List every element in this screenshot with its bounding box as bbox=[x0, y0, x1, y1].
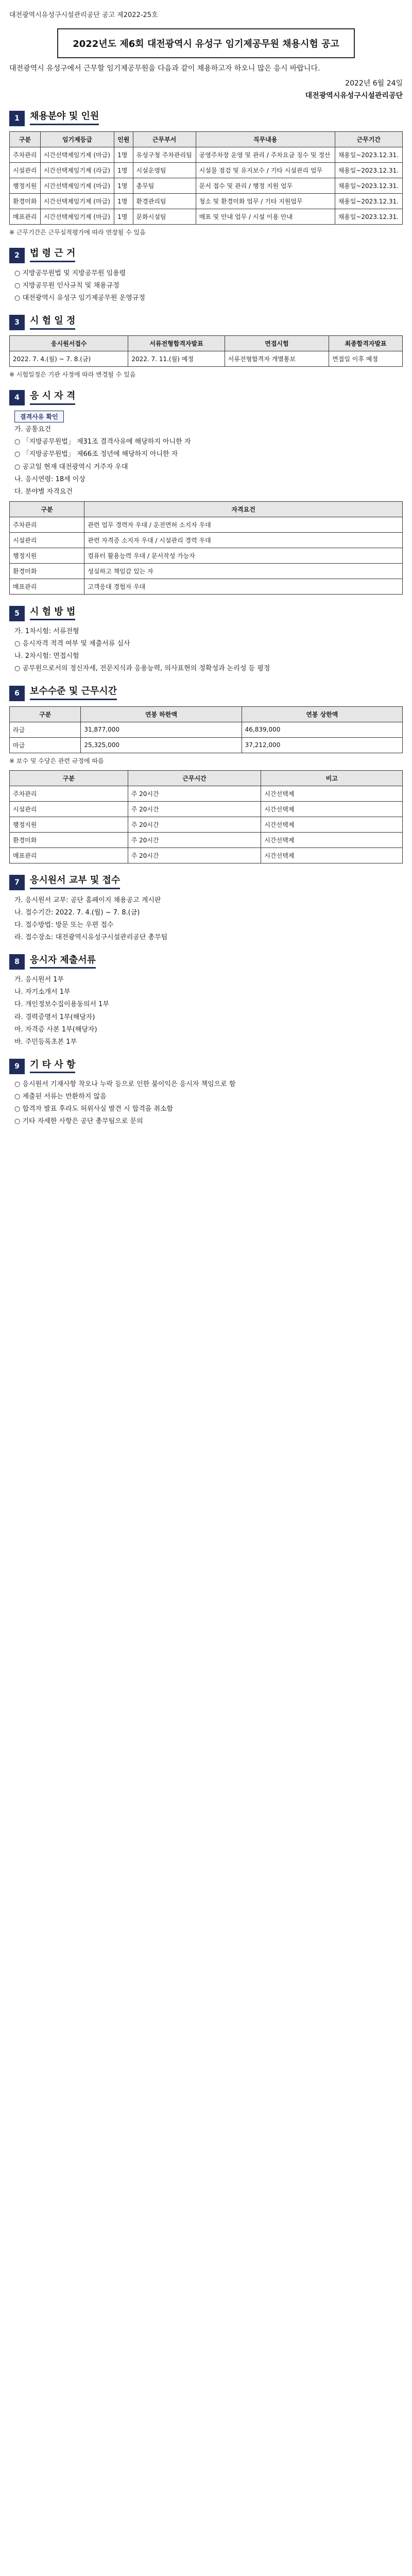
cell: 시설물 점검 및 유지보수 / 기타 시설관리 업무 bbox=[196, 162, 335, 178]
cell: 채용일~2023.12.31. bbox=[335, 209, 402, 224]
table-row bbox=[10, 351, 403, 367]
section-title: 응시원서 교부 및 접수 bbox=[30, 875, 120, 889]
section-head bbox=[9, 875, 403, 890]
cell: 채용일~2023.12.31. bbox=[335, 193, 402, 209]
docs-line: 가. 응시원서 1부 bbox=[14, 976, 64, 984]
section-title: 시 험 방 법 bbox=[30, 607, 75, 621]
qualification-header: 자격요건 bbox=[84, 501, 403, 517]
cell: 환경미화 bbox=[10, 193, 41, 209]
cell: 매표관리 bbox=[10, 848, 128, 863]
cell: 주 20시간 bbox=[128, 786, 261, 801]
docs-line: 다. 개인정보수집이용동의서 1부 bbox=[14, 1001, 109, 1009]
cell: 유성구청 주차관리팀 bbox=[133, 147, 196, 162]
legal-list bbox=[9, 268, 403, 303]
table-row bbox=[10, 193, 403, 209]
cell: 총무팀 bbox=[133, 178, 196, 193]
qualification-line: ○ 공고일 현재 대전광역시 거주자 우대 bbox=[14, 463, 128, 471]
schedule-header: 최종합격자발표 bbox=[329, 336, 403, 351]
section-head bbox=[9, 1059, 403, 1074]
qualification-badge: 결격사유 확인 bbox=[14, 411, 64, 422]
cell: 시간선택제임기제 (마급) bbox=[40, 209, 114, 224]
section-number: 6 bbox=[9, 686, 25, 701]
table-row bbox=[10, 737, 403, 753]
hours-header: 구분 bbox=[10, 770, 128, 786]
cell: 시간선택제 bbox=[261, 832, 403, 848]
cell: 1명 bbox=[114, 162, 133, 178]
cell: 시설관리 bbox=[10, 532, 84, 548]
cell: 공영주차장 운영 및 관리 / 주차요금 징수 및 정산 bbox=[196, 147, 335, 162]
schedule-note: ※ 시험일정은 기관 사정에 따라 변경될 수 있음 bbox=[9, 371, 136, 379]
cell: 시간선택제임기제 (라급) bbox=[40, 162, 114, 178]
footer-space bbox=[9, 1138, 403, 1159]
section-number: 5 bbox=[9, 606, 25, 621]
section-head bbox=[9, 248, 403, 263]
schedule-table bbox=[9, 335, 403, 367]
intro-text: 대전광역시 유성구에서 근무할 임기제공무원을 다음과 같이 채용하고자 하오니 많은 응시 바랍니다. bbox=[9, 64, 320, 73]
test-method-line: 나. 2차시험: 면접시험 bbox=[14, 652, 79, 660]
cell: 행정지원 bbox=[10, 178, 41, 193]
cell: 라급 bbox=[10, 722, 81, 737]
docs-line: 라. 경력증명서 1부(해당자) bbox=[14, 1013, 95, 1021]
section-head bbox=[9, 954, 403, 970]
section-etc bbox=[9, 1059, 403, 1127]
hours-table bbox=[9, 770, 403, 863]
test-method-list bbox=[9, 626, 403, 674]
salary-header: 연봉 하한액 bbox=[81, 706, 242, 722]
cell: 주차관리 bbox=[10, 786, 128, 801]
etc-line: ○ 기타 자세한 사항은 공단 총무팀으로 문의 bbox=[14, 1117, 143, 1126]
cell: 매표 및 안내 업무 / 시설 이용 안내 bbox=[196, 209, 335, 224]
section-number: 9 bbox=[9, 1059, 25, 1074]
qualification-header: 구분 bbox=[10, 501, 84, 517]
qualification-line: 다. 분야별 자격요건 bbox=[14, 487, 73, 496]
cell: 시설운영팀 bbox=[133, 162, 196, 178]
cell: 성실하고 책임감 있는 자 bbox=[84, 563, 403, 579]
cell: 1명 bbox=[114, 178, 133, 193]
announcement-org: 대전광역시유성구시설관리공단 bbox=[305, 91, 403, 100]
section-test-method bbox=[9, 606, 403, 674]
docs-line: 마. 자격증 사본 1부(해당자) bbox=[14, 1025, 97, 1033]
cell: 시간선택제임기제 (마급) bbox=[40, 147, 114, 162]
section-salary-hours bbox=[9, 686, 403, 863]
table-row bbox=[10, 548, 403, 563]
cell: 행정지원 bbox=[10, 817, 128, 832]
cell: 마급 bbox=[10, 737, 81, 753]
section-documents bbox=[9, 954, 403, 1047]
qualification-line: ○ 「지방공무원법」 제66조 정년에 해당하지 아니한 자 bbox=[14, 450, 178, 459]
cell: 주 20시간 bbox=[128, 817, 261, 832]
section-application bbox=[9, 875, 403, 943]
table-row bbox=[10, 532, 403, 548]
qualification-line: 나. 응시연령: 18세 이상 bbox=[14, 475, 85, 483]
table-row bbox=[10, 832, 403, 848]
section-number: 3 bbox=[9, 315, 25, 330]
cell: 행정지원 bbox=[10, 548, 84, 563]
cell: 시간선택제임기제 (마급) bbox=[40, 193, 114, 209]
cell: 시간선택제 bbox=[261, 817, 403, 832]
section-head bbox=[9, 315, 403, 330]
apply-line: 나. 접수기간: 2022. 7. 4.(월) ~ 7. 8.(금) bbox=[14, 908, 140, 917]
table-row bbox=[10, 786, 403, 801]
table-row bbox=[10, 517, 403, 532]
legal-item: ○ 대전광역시 유성구 임기제공무원 운영규정 bbox=[14, 294, 145, 302]
cell: 1명 bbox=[114, 147, 133, 162]
apply-line: 라. 접수장소: 대전광역시유성구시설관리공단 총무팀 bbox=[14, 933, 168, 941]
table-row bbox=[10, 801, 403, 817]
cell: 주 20시간 bbox=[128, 801, 261, 817]
salary-table bbox=[9, 706, 403, 753]
recruitment-header-count: 인원 bbox=[114, 131, 133, 147]
cell: 환경미화 bbox=[10, 563, 84, 579]
cell: 문서 접수 및 관리 / 행정 지원 업무 bbox=[196, 178, 335, 193]
table-row bbox=[10, 162, 403, 178]
etc-list bbox=[9, 1079, 403, 1127]
section-recruitment bbox=[9, 111, 403, 236]
section-title: 채용분야 및 인원 bbox=[30, 111, 99, 125]
qualification-table bbox=[9, 501, 403, 595]
qualification-line: 가. 공통요건 bbox=[14, 426, 52, 434]
section-title: 기 타 사 항 bbox=[30, 1060, 75, 1074]
cell: 37,212,000 bbox=[242, 737, 402, 753]
cell: 채용일~2023.12.31. bbox=[335, 162, 402, 178]
section-title: 응 시 자 격 bbox=[30, 391, 75, 405]
cell: 주차관리 bbox=[10, 517, 84, 532]
section-head bbox=[9, 390, 403, 405]
section-number: 7 bbox=[9, 875, 25, 890]
announcement-date: 2022년 6월 24일 bbox=[345, 79, 403, 88]
section-head bbox=[9, 686, 403, 701]
test-method-line: 가. 1차시험: 서류전형 bbox=[14, 627, 79, 635]
table-row bbox=[10, 178, 403, 193]
cell: 환경미화 bbox=[10, 832, 128, 848]
cell: 46,839,000 bbox=[242, 722, 402, 737]
table-row bbox=[10, 848, 403, 863]
qualification-list bbox=[9, 411, 403, 497]
recruitment-header-duty: 직무내용 bbox=[196, 131, 335, 147]
schedule-header: 응시원서접수 bbox=[10, 336, 128, 351]
table-row bbox=[10, 722, 403, 737]
top-notice: 대전광역시유성구시설관리공단 공고 제2022-25호 bbox=[9, 11, 158, 19]
section-qualification bbox=[9, 390, 403, 595]
section-title: 법 령 근 거 bbox=[30, 248, 75, 262]
cell: 관련 업무 경력자 우대 / 운전면허 소지자 우대 bbox=[84, 517, 403, 532]
recruitment-header-category: 구분 bbox=[10, 131, 41, 147]
cell: 주 20시간 bbox=[128, 848, 261, 863]
cell: 1명 bbox=[114, 193, 133, 209]
etc-line: ○ 합격자 발표 후라도 허위사실 발견 시 합격을 취소함 bbox=[14, 1105, 174, 1113]
recruitment-table bbox=[9, 131, 403, 225]
cell: 시설관리 bbox=[10, 162, 41, 178]
section-number: 2 bbox=[9, 248, 25, 263]
salary-note: ※ 보수 및 수당은 관련 규정에 따름 bbox=[9, 757, 104, 765]
etc-line: ○ 응시원서 기재사항 착오나 누락 등으로 인한 불이익은 응시자 책임으로 함 bbox=[14, 1080, 236, 1088]
legal-item: ○ 지방공무원 인사규칙 및 채용규정 bbox=[14, 281, 119, 290]
table-row bbox=[10, 817, 403, 832]
docs-line: 바. 주민등록초본 1부 bbox=[14, 1038, 77, 1046]
salary-header: 연봉 상한액 bbox=[242, 706, 402, 722]
section-title: 시 험 일 정 bbox=[30, 316, 75, 330]
section-title: 보수수준 및 근무시간 bbox=[30, 686, 117, 700]
cell: 채용일~2023.12.31. bbox=[335, 178, 402, 193]
page-title: 2022년도 제6회 대전광역시 유성구 임기제공무원 채용시험 공고 bbox=[57, 28, 355, 58]
table-row bbox=[10, 147, 403, 162]
recruitment-note: ※ 근무기간은 근무실적평가에 따라 연장될 수 있음 bbox=[9, 228, 146, 236]
hours-header: 근무시간 bbox=[128, 770, 261, 786]
cell: 시간선택제 bbox=[261, 786, 403, 801]
table-row bbox=[10, 209, 403, 224]
schedule-header: 면접시험 bbox=[225, 336, 329, 351]
legal-item: ○ 지방공무원법 및 지방공무원 임용령 bbox=[14, 269, 126, 277]
recruitment-header-grade: 임기제등급 bbox=[40, 131, 114, 147]
cell: 시간선택제 bbox=[261, 848, 403, 863]
apply-list bbox=[9, 895, 403, 943]
cell: 시간선택제임기제 (마급) bbox=[40, 178, 114, 193]
table-row bbox=[10, 579, 403, 594]
cell: 시설관리 bbox=[10, 801, 128, 817]
qualification-line: ○ 「지방공무원법」 제31조 결격사유에 해당하지 아니한 자 bbox=[14, 438, 191, 446]
test-method-line: ○ 공무원으로서의 정신자세, 전문지식과 응용능력, 의사표현의 정확성과 논리성 등 평정 bbox=[14, 665, 270, 673]
hours-header: 비고 bbox=[261, 770, 403, 786]
test-method-line: ○ 응시자격 적격 여부 및 제출서류 심사 bbox=[14, 640, 130, 648]
cell: 컴퓨터 활용능력 우대 / 문서작성 가능자 bbox=[84, 548, 403, 563]
apply-line: 가. 응시원서 교부: 공단 홈페이지 채용공고 게시판 bbox=[14, 896, 161, 904]
cell: 1명 bbox=[114, 209, 133, 224]
title-wrap bbox=[9, 28, 403, 58]
section-schedule bbox=[9, 315, 403, 379]
cell: 문화시설팀 bbox=[133, 209, 196, 224]
docs-list bbox=[9, 975, 403, 1047]
cell: 시간선택제 bbox=[261, 801, 403, 817]
section-number: 1 bbox=[9, 111, 25, 126]
cell: 매표관리 bbox=[10, 209, 41, 224]
etc-line: ○ 제출된 서류는 반환하지 않음 bbox=[14, 1093, 107, 1101]
cell: 환경관리팀 bbox=[133, 193, 196, 209]
salary-header: 구분 bbox=[10, 706, 81, 722]
cell: 25,325,000 bbox=[81, 737, 242, 753]
table-row bbox=[10, 563, 403, 579]
cell: 서류전형합격자 개별통보 bbox=[225, 351, 329, 367]
section-number: 4 bbox=[9, 390, 25, 405]
cell: 면접일 이후 예정 bbox=[329, 351, 403, 367]
section-title: 응시자 제출서류 bbox=[30, 955, 96, 969]
recruitment-header-period: 근무기간 bbox=[335, 131, 402, 147]
apply-line: 다. 접수방법: 방문 또는 우편 접수 bbox=[14, 921, 114, 929]
section-legal-basis bbox=[9, 248, 403, 303]
cell: 고객응대 경험자 우대 bbox=[84, 579, 403, 594]
section-head bbox=[9, 111, 403, 126]
section-number: 8 bbox=[9, 954, 25, 970]
cell: 관련 자격증 소지자 우대 / 시설관리 경력 우대 bbox=[84, 532, 403, 548]
cell: 2022. 7. 4.(월) ~ 7. 8.(금) bbox=[10, 351, 128, 367]
cell: 주차관리 bbox=[10, 147, 41, 162]
cell: 채용일~2023.12.31. bbox=[335, 147, 402, 162]
cell: 매표관리 bbox=[10, 579, 84, 594]
recruitment-header-dept: 근무부서 bbox=[133, 131, 196, 147]
section-head bbox=[9, 606, 403, 621]
cell: 31,877,000 bbox=[81, 722, 242, 737]
schedule-header: 서류전형합격자발표 bbox=[128, 336, 225, 351]
docs-line: 나. 자기소개서 1부 bbox=[14, 988, 71, 996]
cell: 주 20시간 bbox=[128, 832, 261, 848]
cell: 청소 및 환경미화 업무 / 기타 지원업무 bbox=[196, 193, 335, 209]
cell: 2022. 7. 11.(월) 예정 bbox=[128, 351, 225, 367]
